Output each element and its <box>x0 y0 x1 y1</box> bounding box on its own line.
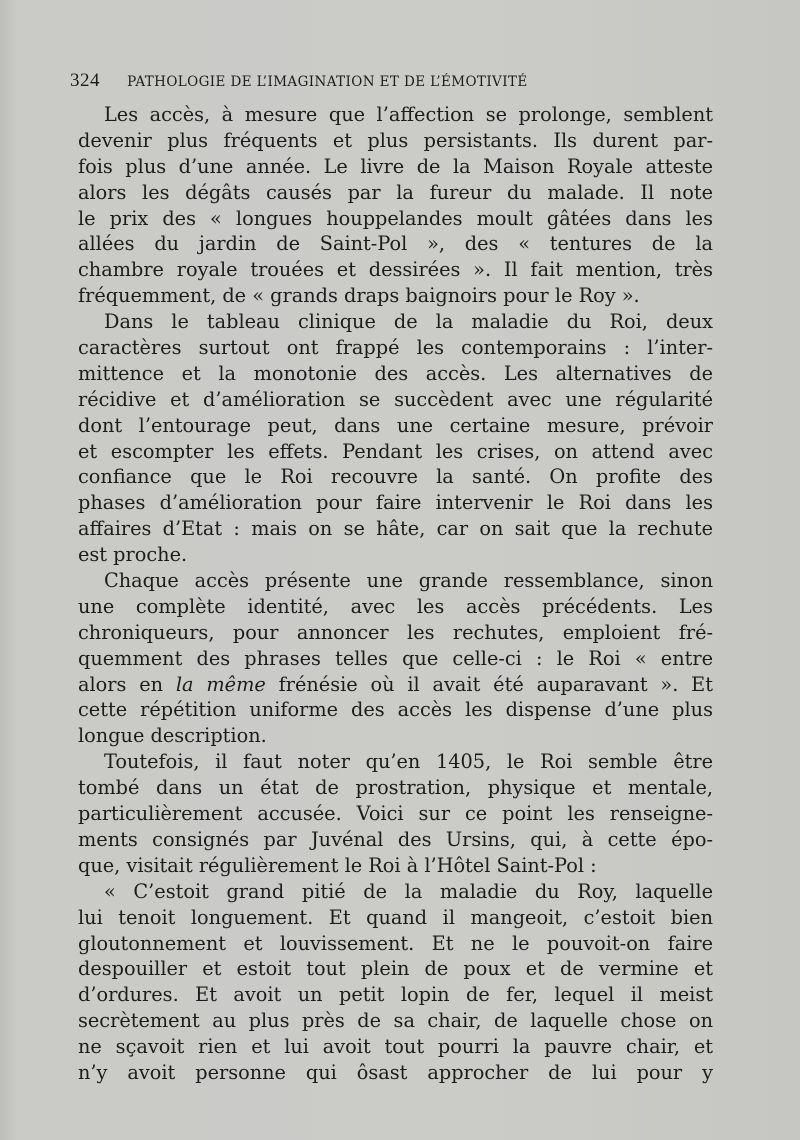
text-line: allées du jardin de Saint-Pol », des « tentures de la <box>78 232 713 256</box>
text-line: secrètement au plus près de sa chair, de laquelle chose on <box>78 1009 713 1033</box>
text-line: récidive et d’amélioration se succèdent avec une régularité <box>78 387 713 411</box>
text-line: Toutefois, il faut noter qu’en 1405, le Roi semble être <box>104 750 713 774</box>
text-line: cette répétition uniforme des accès les dispense d’une plus <box>78 698 713 722</box>
text-line <box>78 672 713 698</box>
text-line: « C’estoit grand pitié de la maladie du Roy, laquelle <box>104 879 713 903</box>
text-line: le prix des « longues houppelandes moult gâtées dans les <box>78 206 713 230</box>
text-line: affaires d’Etat : mais on se hâte, car on sait que la rechute <box>78 517 713 541</box>
text-line: ments consignés par Juvénal des Ursins, qui, à cette épo- <box>78 827 713 851</box>
text-line: quemment des phrases telles que celle-ci : le Roi « entre <box>78 646 713 670</box>
text-line: chroniqueurs, pour annoncer les rechutes, emploient fré- <box>78 620 713 644</box>
text-line: longue description. <box>78 724 267 748</box>
text-line: alors les dégâts causés par la fureur du malade. Il note <box>78 180 713 204</box>
text-line: ne sçavoit rien et lui avoit tout pourri la pauvre chair, et <box>78 1035 713 1059</box>
text-line: et escompter les effets. Pendant les crises, on attend avec <box>78 439 713 463</box>
text-line: dont l’entourage peut, dans une certaine mesure, prévoir <box>78 413 713 437</box>
text-line: une complète identité, avec les accès précédents. Les <box>78 594 713 618</box>
text-line: Dans le tableau clinique de la maladie du Roi, deux <box>104 310 713 334</box>
text-line: gloutonnement et louvissement. Et ne le pouvoit-on faire <box>78 931 713 955</box>
text-line-prefix: alors en <box>78 672 164 696</box>
text-line: confiance que le Roi recouvre la santé. On profite des <box>78 465 713 489</box>
text-line: Les accès, à mesure que l’affection se prolonge, semblent <box>104 103 713 126</box>
page-header <box>70 70 710 94</box>
text-line: fréquemment, de « grands draps baignoirs pour le Roy ». <box>78 284 640 308</box>
text-line: phases d’amélioration pour faire intervenir le Roi dans les <box>78 491 713 515</box>
text-line: mittence et la monotonie des accès. Les alternatives de <box>78 361 713 385</box>
running-title: PATHOLOGIE DE L’IMAGINATION ET DE L’ÉMOTIVITÉ <box>127 74 528 90</box>
text-line: fois plus d’une année. Le livre de la Maison Royale atteste <box>78 154 713 178</box>
text-line: caractères surtout ont frappé les contemporains : l’inter- <box>78 336 713 360</box>
text-line: lui tenoit longuement. Et quand il mangeoit, c’estoit bien <box>78 905 713 929</box>
text-line: n’y avoit personne qui ôsast approcher de lui pour y <box>78 1060 713 1084</box>
page-number: 324 <box>70 70 100 91</box>
text-line: que, visitait régulièrement le Roi à l’Hôtel Saint-Pol : <box>78 853 597 877</box>
text-line: tombé dans un état de prostration, physique et mentale, <box>78 776 713 800</box>
text-line: d’ordures. Et avoit un petit lopin de fer, lequel il meist <box>78 983 713 1007</box>
italic-phrase: la même <box>175 672 266 696</box>
text-line-rest: frénésie où il avait été auparavant ». Et <box>278 672 713 696</box>
text-line: devenir plus fréquents et plus persistants. Ils durent par- <box>78 128 713 152</box>
text-line: particulièrement accusée. Voici sur ce point les renseigne- <box>78 802 713 826</box>
text-line: est proche. <box>78 543 188 567</box>
text-line: chambre royale trouées et dessirées ». Il fait mention, très <box>78 258 713 282</box>
text-line: Chaque accès présente une grande ressemblance, sinon <box>104 569 713 593</box>
text-line: despouiller et estoit tout plein de poux et de vermine et <box>78 957 713 981</box>
body-text <box>78 102 713 1086</box>
